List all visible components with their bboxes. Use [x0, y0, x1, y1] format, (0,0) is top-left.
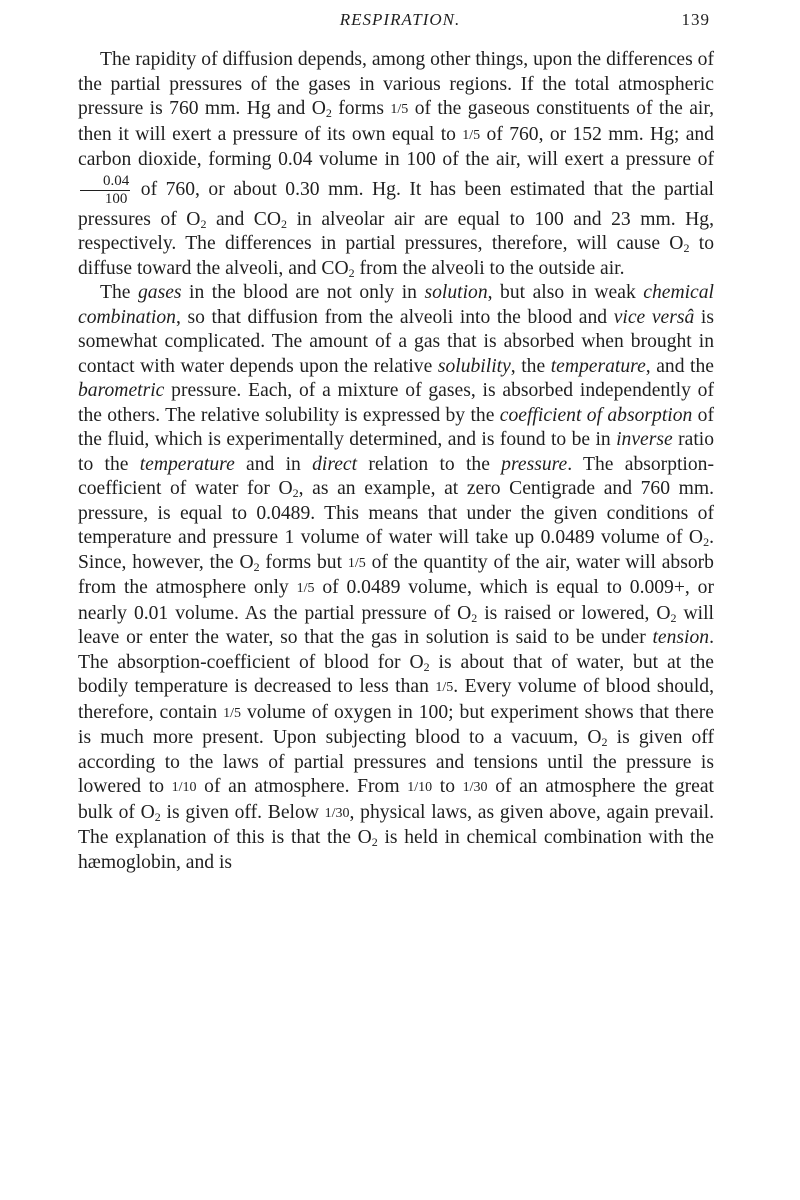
paragraph-diffusion: The rapidity of diffusion depends, among other things, upon the differences of the partial pressures of the gases in various regions. If the total atmospheric pressure is 760 mm. Hg and $O_2$ forms 1/5 of the gaseous constituents of the air, then it will exert a pressure of its own equal to 1/5 of 760, or 152 mm. Hg; and carbon dioxide, forming 0.04 volume in 100 of the air, will exert a pressure of $\frac{0.04}{100}$ of 760, or about 0.30 mm. Hg. It has been estimated that the partial pressures of $O_2$ and $CO_2$ in alveolar air are equal to 100 and 23 mm. Hg, respectively. The differences in partial pressures, therefore, will cause $O_2$ to diffuse toward the alveoli, and $CO_2$ from the alveoli to the outside air.: [78, 49, 715, 280]
page-number: 139: [681, 10, 710, 29]
running-title: RESPIRATION.: [339, 10, 461, 29]
paragraph-blood-gases: The gases in the blood are not only in solution, but also in weak chemical combination, so that diffusion from the alveoli into the blood and vice versâ is somewhat complicated. The amount of a gas that is absorbed when brought in contact with water depends upon the relative solubility, the temperature, and the barometric pressure. Each, of a mixture of gases, is absorbed independently of the others. The relative solubility is expressed by the coefficient of absorption of the fluid, which is experimentally determined, and is found to be in inverse ratio to the temperature and in direct relation to the pressure. The absorption-coefficient of water for $O_2$, as an example, at zero Centigrade and 760 mm. pressure, is equal to 0.0489. This means that under the given conditions of temperature and pressure 1 volume of water will take up 0.0489 volume of $O_2$. Since, however, the $O_2$ forms but 1/5 of the quantity of the air, water will absorb from the atmosphere only 1/5 of 0.0489 volume, which is equal to 0.009+, or nearly 0.01 volume. As the partial pressure of $O_2$ is raised or lowered, $O_2$ will leave or enter the water, so that the gas in solution is said to be under tension. The absorption-coefficient of blood for $O_2$ is about that of water, but at the bodily temperature is decreased to less than 1/5. Every volume of blood should, therefore, contain 1/5 volume of oxygen in 100; but experiment shows that there is much more present. Upon subjecting blood to a vacuum, $O_2$ is given off according to the laws of partial pressures and tensions until the pressure is lowered to 1/10 of an atmosphere. From 1/10 to 1/30 of an atmosphere the great bulk of $O_2$ is given off. Below 1/30, physical laws, as given above, again prevail. The explanation of this is that the $O_2$ is held in chemical combination with the hæmoglobin, and is: [78, 282, 715, 873]
fraction: $\frac{0.04}{100}$: [80, 173, 130, 208]
page-body: [78, 48, 714, 875]
